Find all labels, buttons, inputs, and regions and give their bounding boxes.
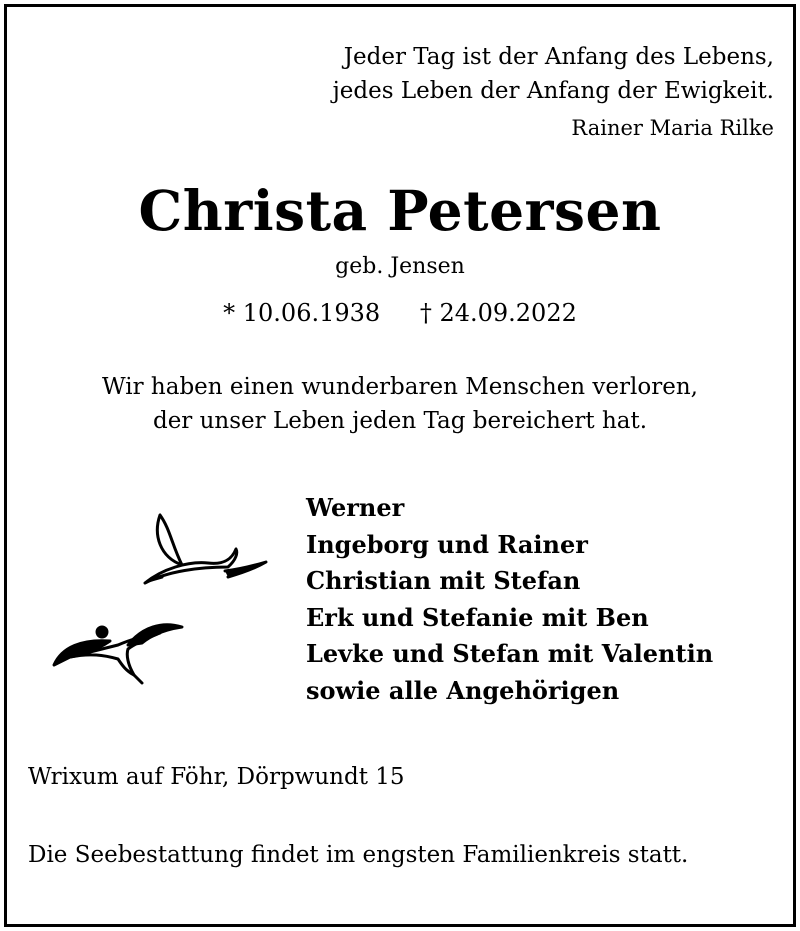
deceased-name: Christa Petersen: [138, 178, 662, 243]
message-line-2: der unser Leben jeden Tag bereichert hat.: [152, 408, 648, 434]
death-date: † 24.09.2022: [419, 299, 577, 327]
seagull-lower-wing-right: [128, 625, 182, 645]
message-line-1: Wir haben einen wunderbaren Menschen verloren,: [102, 374, 698, 400]
birth-date: * 10.06.1938: [223, 299, 381, 327]
address: Wrixum auf Föhr, Dörpwundt 15: [28, 764, 405, 790]
mourner-name: sowie alle Angehörigen: [306, 675, 620, 705]
quote-line-1: Jeder Tag ist der Anfang des Lebens,: [343, 44, 774, 70]
mourner-name: Levke und Stefan mit Valentin: [306, 639, 714, 668]
rilke-quote: [333, 40, 774, 108]
mourners-list: [306, 490, 713, 709]
quote-line-2: jedes Leben der Anfang der Ewigkeit.: [332, 78, 774, 104]
mourner-name: Erk und Stefanie mit Ben: [306, 602, 649, 632]
mourner-name: Ingeborg und Rainer: [306, 529, 588, 559]
birth-name: geb. Jensen: [335, 254, 465, 279]
burial-note: Die Seebestattung findet im engsten Familienkreis statt.: [28, 842, 689, 868]
mourner-name: Werner: [306, 493, 405, 522]
mourner-name: Christian mit Stefan: [306, 566, 581, 595]
quote-author: Rainer Maria Rilke: [571, 116, 774, 140]
seagulls-icon: [50, 505, 280, 695]
seagull-lower-head: [97, 627, 107, 637]
memorial-message: [0, 370, 800, 438]
life-dates: [0, 296, 800, 330]
seagull-upper-wing: [157, 515, 182, 565]
